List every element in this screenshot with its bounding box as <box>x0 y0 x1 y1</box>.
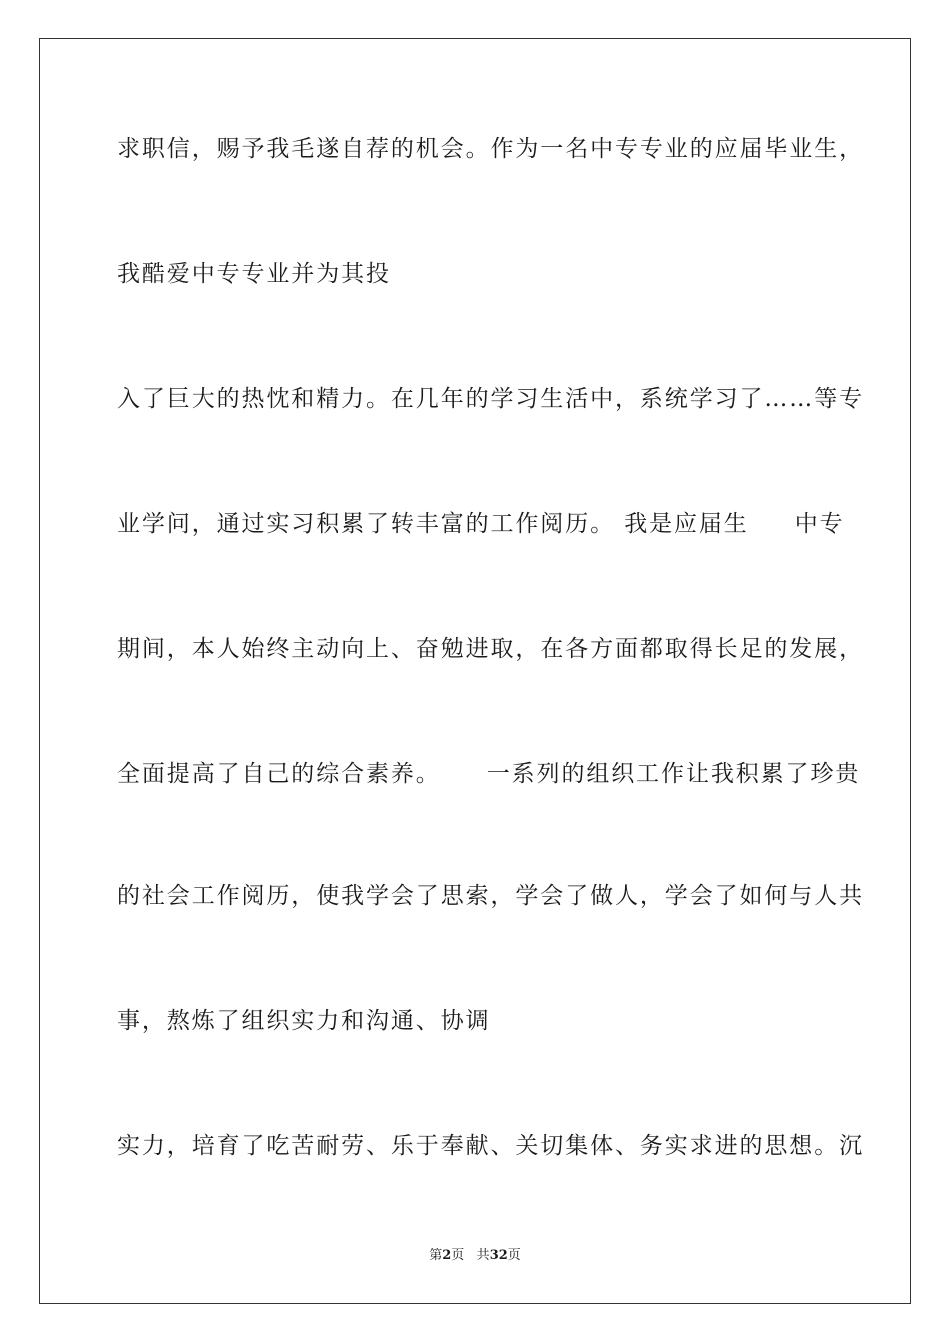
text-line-8: 事，熬炼了组织实力和沟通、协调 <box>117 1008 491 1034</box>
page-border <box>39 38 911 1304</box>
text-line-5: 期间，本人始终主动向上、奋勉进取，在各方面都取得长足的发展， <box>117 636 864 662</box>
page-total: 32 <box>489 1248 508 1263</box>
text-line-3: 入了巨大的热忱和精力。在几年的学习生活中，系统学习了……等专 <box>117 386 864 412</box>
total-suffix: 页 <box>507 1248 521 1263</box>
text-line-2: 我酷爱中专专业并为其投 <box>117 261 391 287</box>
text-line-6: 全面提高了自己的综合素养。 一系列的组织工作让我积累了珍贵 <box>117 761 861 787</box>
page-suffix: 页 <box>451 1248 465 1263</box>
page-footer <box>0 1247 950 1265</box>
total-prefix: 共 <box>476 1248 490 1263</box>
text-line-7: 的社会工作阅历，使我学会了思索，学会了做人，学会了如何与人共 <box>117 883 864 909</box>
text-line-1: 求职信，赐予我毛遂自荐的机会。作为一名中专专业的应届毕业生， <box>117 136 864 162</box>
page-number: 2 <box>442 1248 452 1263</box>
text-line-9: 实力，培育了吃苦耐劳、乐于奉献、关切集体、务实求进的思想。沉 <box>117 1133 864 1159</box>
page-prefix: 第 <box>429 1248 443 1263</box>
text-line-4: 业学问，通过实习积累了转丰富的工作阅历。 我是应届生 中专 <box>117 511 845 537</box>
